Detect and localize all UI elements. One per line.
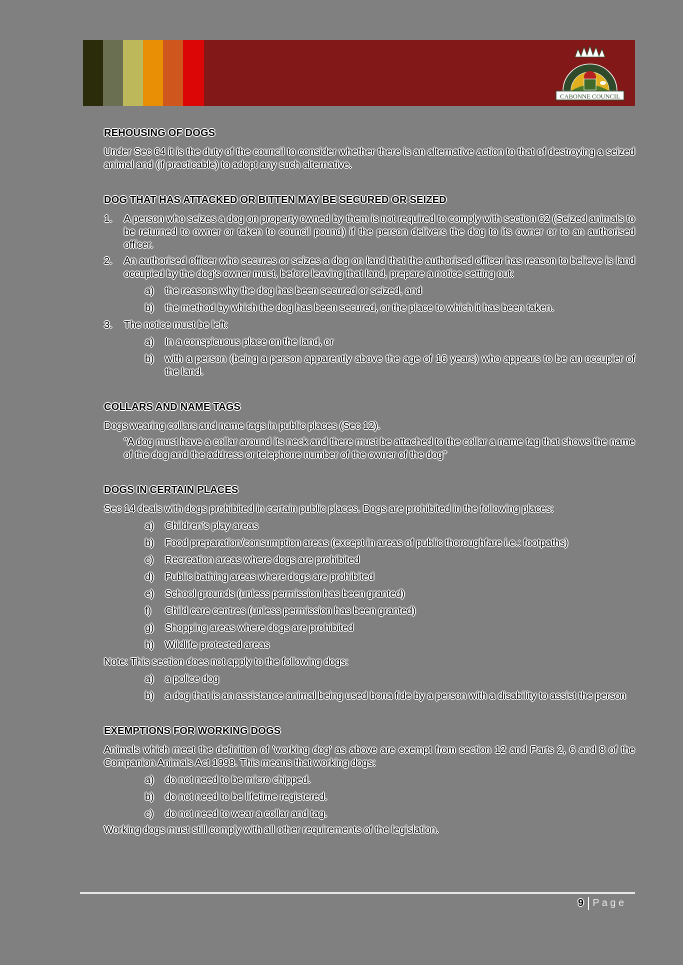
item-letter: b) xyxy=(145,354,154,365)
lettered-item xyxy=(104,336,635,349)
lettered-item xyxy=(104,520,635,533)
item-number: 3. xyxy=(104,320,113,331)
section-heading: REHOUSING OF DOGS xyxy=(104,128,216,139)
lettered-item xyxy=(104,353,635,379)
item-letter: h) xyxy=(145,640,154,651)
lettered-item xyxy=(104,808,635,821)
item-text: An authorised officer who secures or seizes a dog on land that the authorised officer has reason to believe is land occupied by the dog's owner must, before leaving that land, prepare a notice setting out: xyxy=(124,256,635,280)
page-number xyxy=(578,897,624,910)
lettered-item xyxy=(104,605,635,618)
lettered-item xyxy=(104,639,635,652)
paragraph: Animals which meet the definition of 'working dog' as above are exempt from section 12 and Parts 2, 6 and 8 of the Companion Animals Act 1998. This means that working dogs: xyxy=(104,745,635,769)
item-letter: e) xyxy=(145,589,154,600)
numbered-item xyxy=(104,319,635,332)
lettered-item xyxy=(104,588,635,601)
svg-text:CABONNE COUNCIL: CABONNE COUNCIL xyxy=(560,93,620,101)
item-letter: b) xyxy=(145,691,154,702)
numbered-item xyxy=(104,255,635,281)
paragraph: Dogs wearing collars and name tags in public places (Sec 12). xyxy=(104,421,381,432)
item-text: Child care centres (unless permission has been granted) xyxy=(165,606,416,617)
item-text: Recreation areas where dogs are prohibited xyxy=(165,555,360,566)
lettered-item xyxy=(104,622,635,635)
section-places xyxy=(104,484,635,703)
item-letter: f) xyxy=(145,606,152,617)
quote: "A dog must have a collar around its neck and there must be attached to the collar a name tag that shows the name of the dog and the address or telephone number of the owner of the dog" xyxy=(124,437,635,461)
lettered-item xyxy=(104,571,635,584)
document-body xyxy=(104,127,635,859)
item-text: Public bathing areas where dogs are prohibited xyxy=(165,572,375,583)
closing-paragraph: Working dogs must still comply with all other requirements of the legislation. xyxy=(104,825,439,836)
cabonne-council-logo xyxy=(553,43,627,103)
lettered-item xyxy=(104,537,635,550)
item-text: Wildlife protected areas xyxy=(165,640,270,651)
lettered-item xyxy=(104,673,635,686)
item-number: 1. xyxy=(104,214,113,225)
item-text: the reasons why the dog has been secured or seized, and xyxy=(165,286,422,297)
color-stripe-3 xyxy=(123,40,143,106)
page-number-value: 9 xyxy=(578,898,584,909)
lettered-item xyxy=(104,554,635,567)
section-rehousing xyxy=(104,127,635,172)
item-text: In a conspicuous place on the land, or xyxy=(165,337,334,348)
header-banner xyxy=(83,40,635,106)
page-label: P a g e xyxy=(592,898,625,909)
item-letter: b) xyxy=(145,303,154,314)
color-stripe-2 xyxy=(103,40,123,106)
item-letter: a) xyxy=(145,286,154,297)
item-text: Shopping areas where dogs are prohibited xyxy=(165,623,354,634)
color-stripe-6 xyxy=(183,40,204,106)
item-text: do not need to be lifetime registered. xyxy=(165,792,328,803)
item-text: a police dog xyxy=(165,674,219,685)
paragraph: Under Sec 64 it is the duty of the council to consider whether there is an alternative action to that of destroying a seized animal and (if practicable) to adopt any such alternative. xyxy=(104,147,635,171)
item-text: Food preparation/consumption areas (except in areas of public thoroughfare i.e.: footpaths) xyxy=(165,538,569,549)
item-text: with a person (being a person apparently above the age of 16 years) who appears to be an occupier of the land. xyxy=(165,354,635,378)
lettered-item xyxy=(104,791,635,804)
color-stripe-4 xyxy=(143,40,163,106)
section-attacked xyxy=(104,194,635,379)
item-text: do not need to wear a collar and tag. xyxy=(165,809,328,820)
item-letter: d) xyxy=(145,572,154,583)
item-letter: g) xyxy=(145,623,154,634)
item-text: The notice must be left: xyxy=(124,320,228,331)
item-letter: b) xyxy=(145,792,154,803)
section-heading: COLLARS AND NAME TAGS xyxy=(104,402,241,413)
item-text: a dog that is an assistance animal being used bona fide by a person with a disability to assist the person xyxy=(165,691,626,702)
lettered-item xyxy=(104,302,635,315)
lettered-item xyxy=(104,774,635,787)
item-letter: c) xyxy=(145,809,154,820)
paragraph: Sec 14 deals with dogs prohibited in certain public places. Dogs are prohibited in the following places: xyxy=(104,504,554,515)
item-letter: a) xyxy=(145,337,154,348)
item-text: the method by which the dog has been secured, or the place to which it has been taken. xyxy=(165,303,555,314)
note-paragraph: Note: This section does not apply to the following dogs: xyxy=(104,657,349,668)
section-heading: DOG THAT HAS ATTACKED OR BITTEN MAY BE SECURED OR SEIZED xyxy=(104,195,447,206)
color-stripe-1 xyxy=(83,40,103,106)
item-letter: a) xyxy=(145,674,154,685)
lettered-item xyxy=(104,690,635,703)
numbered-item xyxy=(104,213,635,252)
lettered-item xyxy=(104,285,635,298)
item-letter: a) xyxy=(145,775,154,786)
item-text: Children's play areas xyxy=(165,521,259,532)
item-text: do not need to be micro chipped. xyxy=(165,775,311,786)
color-stripe-5 xyxy=(163,40,183,106)
item-letter: c) xyxy=(145,555,154,566)
item-number: 2. xyxy=(104,256,113,267)
item-text: School grounds (unless permission has been granted) xyxy=(165,589,405,600)
section-working-dogs xyxy=(104,725,635,837)
page-separator xyxy=(588,897,589,910)
section-collars xyxy=(104,401,635,462)
item-letter: a) xyxy=(145,521,154,532)
footer-divider xyxy=(80,892,635,894)
section-heading: DOGS IN CERTAIN PLACES xyxy=(104,485,239,496)
item-text: A person who seizes a dog on property owned by them is not required to comply with section 62 (Seized animals to be returned to owner or taken to council pound) if the person delivers the dog to its owner or to an authorised officer. xyxy=(124,214,635,251)
section-heading: EXEMPTIONS FOR WORKING DOGS xyxy=(104,726,281,737)
item-letter: b) xyxy=(145,538,154,549)
